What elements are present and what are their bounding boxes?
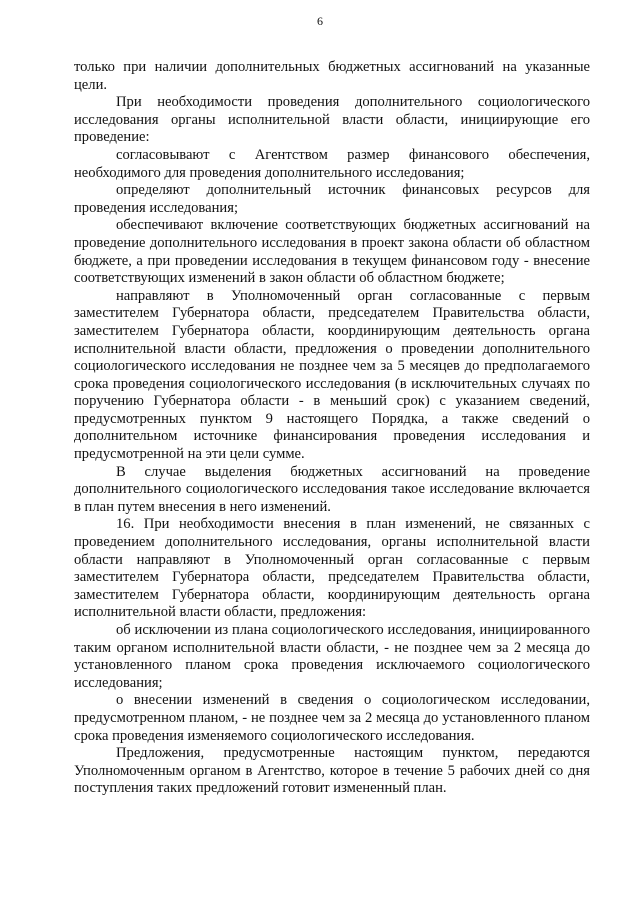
paragraph: о внесении изменений в сведения о социологическом исследовании, предусмотренном планом, - не позднее чем за 2 месяца до установленного планом срока проведения изменяемого социологического исследования.: [74, 692, 590, 744]
paragraph: В случае выделения бюджетных ассигнований на проведение дополнительного социологического исследования такое исследование включается в план путем внесения в него изменений.: [74, 463, 590, 515]
paragraph: определяют дополнительный источник финансовых ресурсов для проведения исследования;: [74, 182, 590, 216]
paragraph: обеспечивают включение соответствующих бюджетных ассигнований на проведение дополнительного исследования в проект закона области об областном бюджете, а при проведении исследования в текущем финансовом году - внесение соответствующих изменений в закон области об областном бюджете;: [74, 217, 590, 287]
paragraph: Предложения, предусмотренные настоящим пунктом, передаются Уполномоченным органом в Агентство, которое в течение 5 рабочих дней со дня поступления таких предложений готовит измененный план.: [74, 745, 590, 797]
paragraph: При необходимости проведения дополнительного социологического исследования органы исполнительной власти области, инициирующие его проведение:: [74, 94, 590, 146]
paragraph: направляют в Уполномоченный орган согласованные с первым заместителем Губернатора области, председателем Правительства области, заместителем Губернатора области, координирующим деятельность органа исполнительной власти области, предложения о проведении дополнительного социологического исследования не позднее чем за 5 месяцев до предполагаемого срока проведения социологического исследования (в исключительных случаях по поручению Губернатора области - в меньший срок) с указанием сведений, предусмотренных пунктом 9 настоящего Порядка, а также сведений о дополнительном источнике финансирования проведения исследования и предусмотренной на эти цели сумме.: [74, 287, 590, 463]
paragraph: только при наличии дополнительных бюджетных ассигнований на указанные цели.: [74, 59, 590, 93]
paragraph: согласовывают с Агентством размер финансового обеспечения, необходимого для проведения дополнительного исследования;: [74, 146, 590, 181]
paragraph: об исключении из плана социологического исследования, инициированного таким органом исполнительной власти области, - не позднее чем за 2 месяца до установленного планом срока проведения исключаемого социологического исследования;: [74, 622, 590, 691]
paragraph: 16. При необходимости внесения в план изменений, не связанных с проведением дополнительного исследования, органы исполнительной власти области направляют в Уполномоченный орган согласованные с первым заместителем Губернатора области, председателем Правительства области, заместителем Губернатора области, координирующим деятельность органа исполнительной власти области, предложения:: [74, 516, 590, 621]
document-body: [74, 59, 590, 798]
page-number: 6: [317, 14, 323, 28]
